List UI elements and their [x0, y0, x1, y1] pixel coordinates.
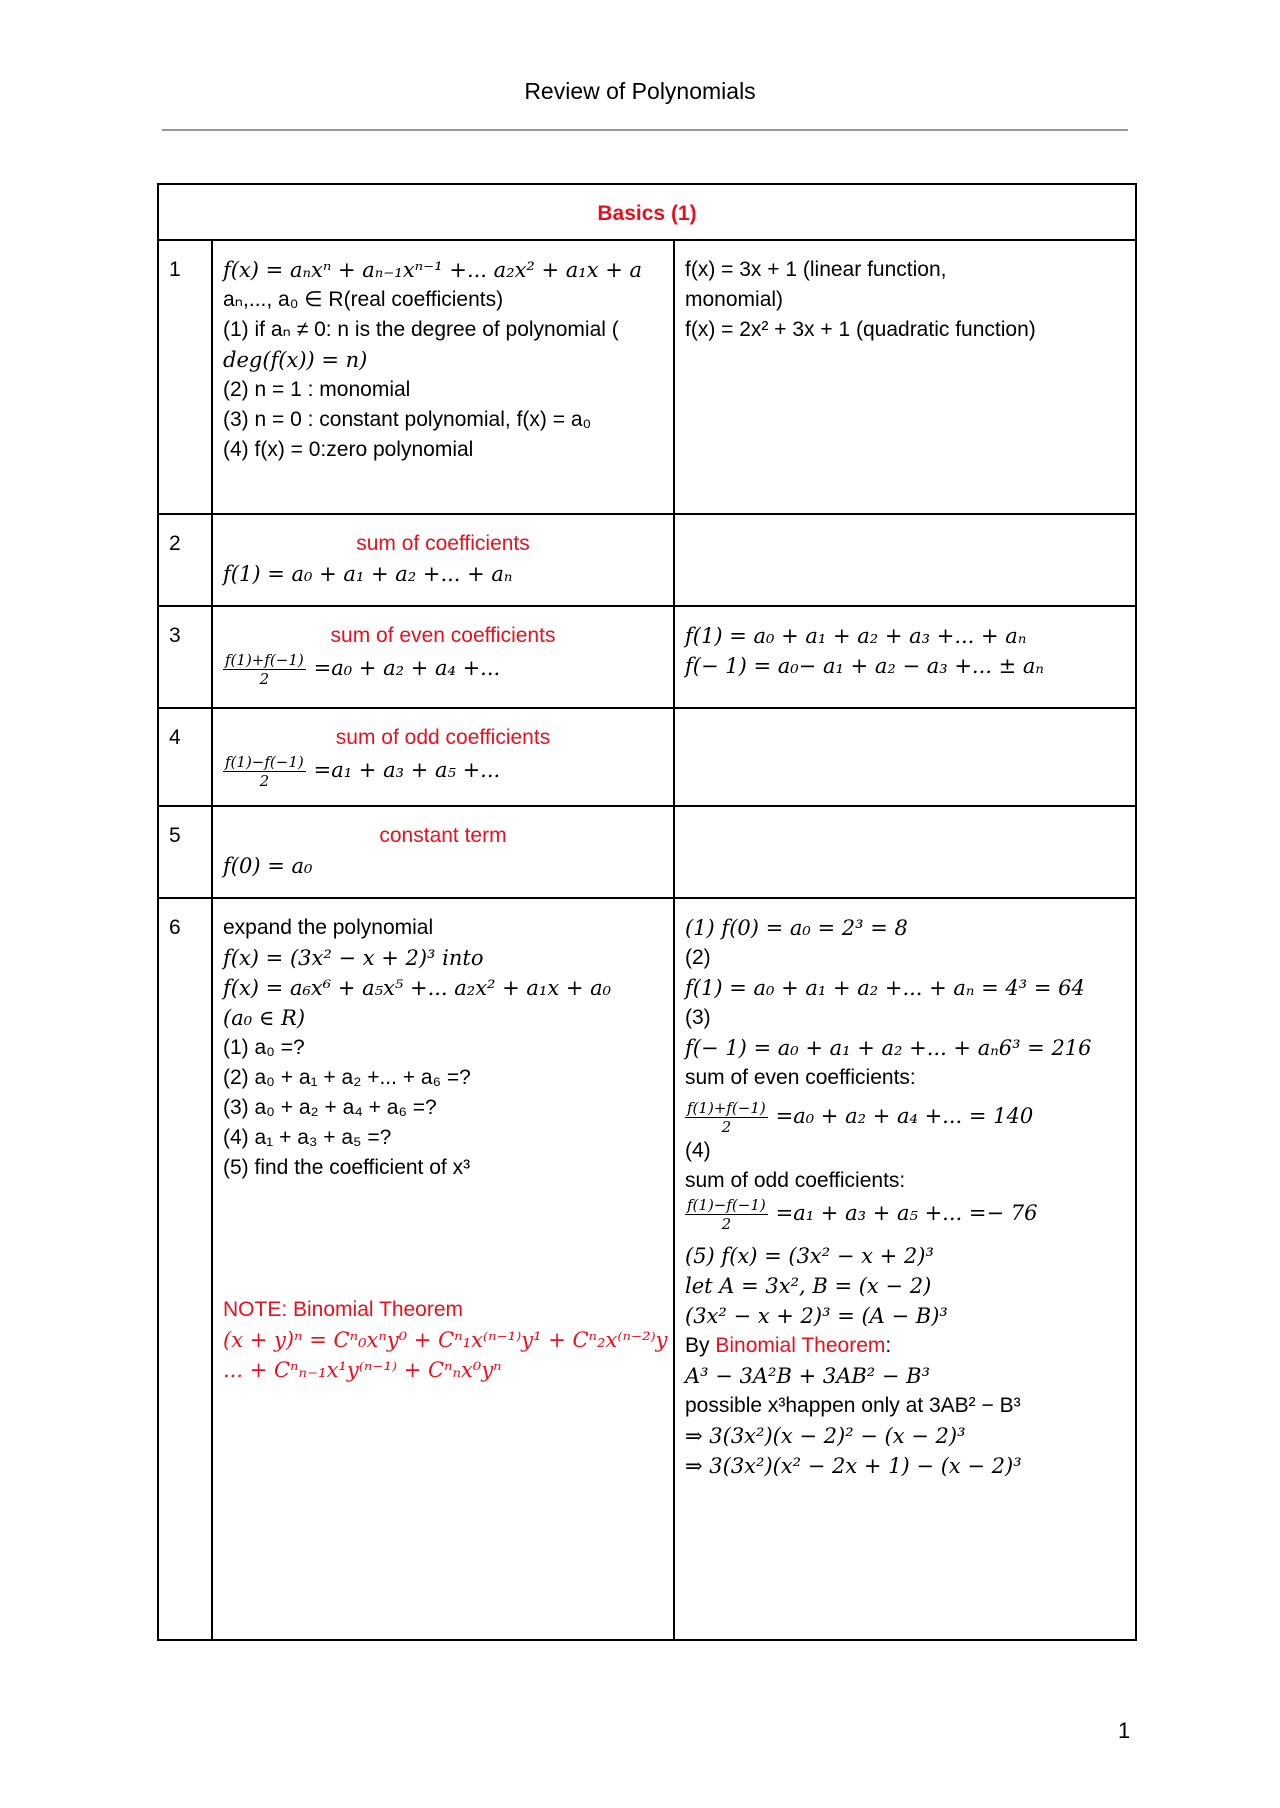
- by-binomial-line: By Binomial Theorem:: [685, 1334, 892, 1357]
- row-number: 3: [158, 606, 212, 708]
- expand-polynomial: f(x) = (3x² − x + 2)³ into: [223, 946, 484, 970]
- answer-1: (1) f(0) = a₀ = 2³ = 8: [685, 916, 908, 940]
- odd-sum-label: sum of odd coefficients:: [685, 1169, 906, 1192]
- expand-instruction: expand the polynomial: [223, 916, 434, 939]
- odd-fraction: $\frac{f(1)-f(-1)}{2}$: [225, 753, 304, 790]
- answer-3-label: (3): [685, 1006, 711, 1029]
- row-formula: =a₀ + a₂ + a₄ +...: [313, 656, 501, 681]
- row-left-cell: [212, 514, 674, 606]
- substitution-line: let A = 3x², B = (x − 2): [685, 1274, 932, 1298]
- header-divider: [162, 129, 1128, 131]
- odd-sum-result: =a₁ + a₃ + a₅ +... =− 76: [775, 1201, 1038, 1226]
- binomial-formula-line-2: ... + Cⁿₙ₋₁x¹y⁽ⁿ⁻¹⁾ + Cⁿₙx⁰yⁿ: [223, 1358, 502, 1382]
- table-row: [158, 514, 1136, 606]
- row-right-cell: [674, 806, 1136, 898]
- row-label: sum of coefficients: [356, 532, 530, 555]
- implication-2: ⇒ 3(3x²)(x² − 2x + 1) − (x − 2)³: [685, 1454, 1022, 1478]
- row-label: constant term: [379, 824, 507, 847]
- row-label: sum of even coefficients: [330, 624, 556, 647]
- even-sum-result: =a₀ + a₂ + a₄ +... = 140: [775, 1104, 1034, 1129]
- basics-table: [157, 183, 1137, 1641]
- row-number: 5: [158, 806, 212, 898]
- row-left-cell: [212, 806, 674, 898]
- page-header-title: Review of Polynomials: [524, 78, 756, 104]
- even-fraction: $\frac{f(1)+f(-1)}{2}$: [225, 651, 304, 688]
- answer-4-label: (4): [685, 1139, 711, 1162]
- implication-1: ⇒ 3(3x²)(x − 2)² − (x − 2)³: [685, 1424, 966, 1448]
- row-formula: f(0) = a₀: [223, 854, 313, 878]
- answer-5-function: (5) f(x) = (3x² − x + 2)³: [685, 1244, 934, 1268]
- monomial-rule: (2) n = 1 : monomial: [223, 378, 411, 401]
- binomial-note-title: NOTE: Binomial Theorem: [223, 1298, 464, 1321]
- row-formula: f(1) = a₀ + a₁ + a₂ +... + aₙ: [223, 562, 513, 586]
- question-3: (3) a₀ + a₂ + a₄ + a₆ =?: [223, 1096, 437, 1119]
- even-fraction: $\frac{f(1)+f(-1)}{2}$: [687, 1099, 766, 1136]
- row-right-cell: [674, 898, 1136, 1640]
- answer-2: f(1) = a₀ + a₁ + a₂ +... + aₙ = 4³ = 64: [685, 976, 1085, 1000]
- row-left-cell: [212, 606, 674, 708]
- quadratic-example: f(x) = 2x² + 3x + 1 (quadratic function): [685, 318, 1036, 341]
- row-right-cell: [674, 708, 1136, 806]
- linear-example: f(x) = 3x + 1 (linear function,: [685, 258, 947, 281]
- odd-fraction: $\frac{f(1)-f(-1)}{2}$: [687, 1196, 766, 1233]
- row-number: 4: [158, 708, 212, 806]
- degree-rule: (1) if aₙ ≠ 0: n is the degree of polynomial (: [223, 318, 619, 341]
- table-row: [158, 708, 1136, 806]
- expanded-form: f(x) = a₆x⁶ + a₅x⁵ +... a₂x² + a₁x + a₀: [223, 976, 612, 1000]
- f-minus-one-expansion: f(− 1) = a₀− a₁ + a₂ − a₃ +... ± aₙ: [685, 654, 1044, 678]
- row-right-cell: [674, 240, 1136, 514]
- constant-rule: (3) n = 0 : constant polynomial, f(x) = a₀: [223, 408, 592, 431]
- zero-rule: (4) f(x) = 0:zero polynomial: [223, 438, 474, 461]
- question-2: (2) a₀ + a₁ + a₂ +... + a₆ =?: [223, 1066, 471, 1089]
- possible-terms-line: possible x³happen only at 3AB² − B³: [685, 1394, 1021, 1417]
- table-title: Basics (1): [158, 184, 1136, 240]
- answer-2-label: (2): [685, 946, 711, 969]
- row-right-cell: [674, 514, 1136, 606]
- rewrite-line: (3x² − x + 2)³ = (A − B)³: [685, 1304, 948, 1328]
- question-5: (5) find the coefficient of x³: [223, 1156, 471, 1179]
- row-left-cell: [212, 898, 674, 1640]
- binomial-formula-line-1: (x + y)ⁿ = Cⁿ₀xⁿy⁰ + Cⁿ₁x⁽ⁿ⁻¹⁾y¹ + Cⁿ₂x⁽ⁿ⁻²⁾y: [223, 1328, 668, 1352]
- question-4: (4) a₁ + a₃ + a₅ =?: [223, 1126, 392, 1149]
- table-row: [158, 898, 1136, 1640]
- table-row: [158, 606, 1136, 708]
- table-title-row: [158, 184, 1136, 240]
- row-number: 2: [158, 514, 212, 606]
- row-label: sum of odd coefficients: [335, 726, 551, 749]
- even-sum-label: sum of even coefficients:: [685, 1066, 916, 1089]
- coefficients-line: aₙ,..., a₀ ∈ R(real coefficients): [223, 288, 504, 311]
- linear-example-cont: monomial): [685, 288, 784, 311]
- degree-formula: deg(f(x)) = n): [223, 348, 368, 372]
- row-number: 1: [158, 240, 212, 514]
- row-formula: =a₁ + a₃ + a₅ +...: [313, 758, 501, 783]
- row-number: 6: [158, 898, 212, 1640]
- table-row: [158, 240, 1136, 514]
- binomial-theorem-ref: Binomial Theorem: [715, 1334, 886, 1357]
- table-row: [158, 806, 1136, 898]
- general-polynomial: f(x) = aₙxⁿ + aₙ₋₁xⁿ⁻¹ +... a₂x² + a₁x + a: [223, 258, 643, 282]
- page-number: 1: [1118, 1718, 1131, 1743]
- row-left-cell: [212, 708, 674, 806]
- row-left-cell: [212, 240, 674, 514]
- question-1: (1) a₀ =?: [223, 1036, 305, 1059]
- a0-domain: (a₀ ∈ R): [223, 1006, 306, 1030]
- row-right-cell: [674, 606, 1136, 708]
- answer-3: f(− 1) = a₀ + a₁ + a₂ +... + aₙ6³ = 216: [685, 1036, 1092, 1060]
- binomial-expansion: A³ − 3A²B + 3AB² − B³: [685, 1364, 931, 1388]
- f-one-expansion: f(1) = a₀ + a₁ + a₂ + a₃ +... + aₙ: [685, 624, 1027, 648]
